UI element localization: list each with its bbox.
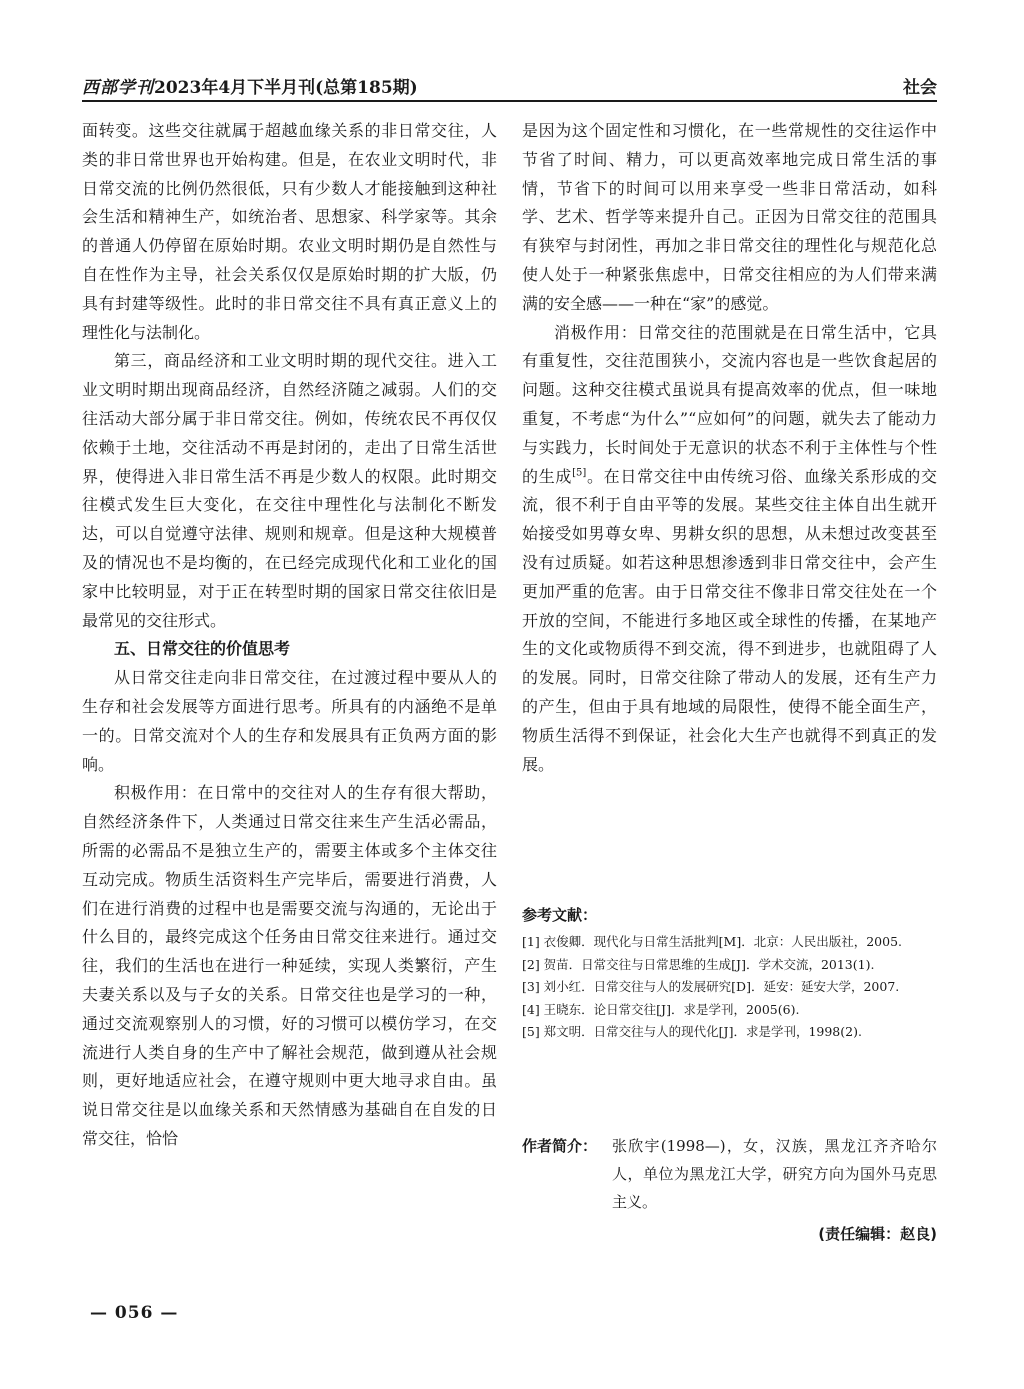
reference-item: [2] 贺苗．日常交往与日常思维的生成[J]．学术交流，2013(1). (522, 956, 875, 972)
left-column (82, 117, 497, 1154)
reference-item: [1] 衣俊卿．现代化与日常生活批判[M]．北京：人民出版社，2005. (522, 934, 903, 949)
citation-marker[interactable]: [5] (572, 467, 587, 479)
right-column (522, 117, 937, 779)
section-heading: 五、日常交往的价值思考 (114, 639, 291, 659)
paragraph-text: 消极作用：日常交往的范围就是在日常生活中，它具有重复性，交往范围狭小，交流内容也是一些饮食起居的问题。这种交往模式虽说具有提高效率的优点，但一味地重复，不考虑“为什么”“应如何”的问题，就失去了能动力与实践力，长时间处于无意识的状态不利于主体性与个性的生成 (522, 322, 937, 486)
paragraph: 是因为这个固定性和习惯化，在一些常规性的交往运作中节省了时间、精力，可以更高效率地完成日常生活的事情，节省下的时间可以用来享受一些非日常活动，如科学、艺术、哲学等来提升自己。正因为日常交往的范围具有狭窄与封闭性，再加之非日常交往的理性化与规范化总使人处于一种紧张焦虑中，日常交往相应的为人们带来满满的安全感——一种在“家”的感觉。 (522, 121, 937, 313)
author-bio (522, 1132, 937, 1216)
reference-item: [5] 郑文明．日常交往与人的现代化[J]．求是学刊，1998(2). (522, 1024, 862, 1039)
author-label: 作者简介： (522, 1137, 598, 1155)
journal-title (82, 73, 418, 98)
references-title: 参考文献： (522, 906, 598, 924)
paragraph: 从日常交往走向非日常交往，在过渡过程中要从人的生存和社会发展等方面进行思考。所具有的内涵绝不是单一的。日常交流对个人的生存和发展具有正负两方面的影响。 (82, 668, 497, 774)
reference-item: [3] 刘小红．日常交往与人的发展研究[D]．延安：延安大学，2007. (522, 979, 900, 994)
journal-logo: 西部学刊 (82, 78, 154, 98)
author-text: 张欣宇(1998—)，女，汉族，黑龙江齐齐哈尔人，单位为黑龙江大学，研究方向为国外马克思主义。 (612, 1137, 937, 1211)
paragraph-text: 。在日常交往中由传统习俗、血缘关系形成的交流，很不利于自由平等的发展。某些交往主体自出生就开始接受如男尊女卑、男耕女织的思想，从未想过改变甚至没有过质疑。如若这种思想渗透到非日常交往中，会产生更加严重的危害。由于日常交往不像非日常交往处在一个开放的空间，不能进行多地区或全球性的传播，在某地产生的文化或物质得不到交流，得不到进步，也就阻碍了人的发展。同时，日常交往除了带动人的发展，还有生产力的产生，但由于具有地域的局限性，使得不能全面生产，物质生活得不到保证，社会化大生产也就得不到真正的发展。 (522, 466, 937, 774)
paragraph: 第三，商品经济和工业文明时期的现代交往。进入工业文明时期出现商品经济，自然经济随之减弱。人们的交往活动大部分属于非日常交往。例如，传统农民不再仅仅依赖于土地，交往活动不再是封闭的，走出了日常生活世界，使得进入非日常生活不再是少数人的权限。此时期交往模式发生巨大变化，在交往中理性化与法制化不断发达，可以自觉遵守法律、规则和规章。但是这种大规模普及的情况也不是均衡的，在已经完成现代化和工业化的国家中比较明显，对于正在转型时期的国家日常交往依旧是最常见的交往形式。 (82, 351, 497, 630)
page-number: — 056 — (90, 1303, 179, 1323)
paragraph (522, 319, 937, 780)
paragraph: 积极作用：在日常中的交往对人的生存有很大帮助，自然经济条件下，人类通过日常交往来生产生活必需品，所需的必需品不是独立生产的，需要主体或多个主体交往互动完成。物质生活资料生产完毕后，需要进行消费，人们在进行消费的过程中也是需要交流与沟通的，无论出于什么目的，最终完成这个任务由日常交往来进行。通过交往，我们的生活也在进行一种延续，实现人类繁衍，产生夫妻关系以及与子女的关系。日常交往也是学习的一种，通过交流观察别人的习惯，好的习惯可以模仿学习，在交流进行人类自身的生产中了解社会规范，做到遵从社会规则，更好地适应社会，在遵守规则中更大地寻求自由。虽说日常交往是以血缘关系和天然情感为基础自在自发的日常交往，恰恰 (82, 783, 497, 1148)
editor-credit: (责任编辑：赵良) (818, 1225, 937, 1243)
issue-info: 2023年4月下半月刊(总第185期) (154, 78, 418, 98)
section-label: 社会 (903, 78, 937, 98)
page-header (82, 70, 937, 102)
reference-item: [4] 王晓东．论日常交往[J]．求是学刊，2005(6). (522, 1001, 800, 1017)
references-section (522, 904, 937, 1044)
paragraph: 面转变。这些交往就属于超越血缘关系的非日常交往，人类的非日常世界也开始构建。但是，在农业文明时代，非日常交流的比例仍然很低，只有少数人才能接触到这种社会生活和精神生产，如统治者、思想家、科学家等。其余的普通人仍停留在原始时期。农业文明时期仍是自然性与自在性作为主导，社会关系仅仅是原始时期的扩大版，仍具有封建等级性。此时的非日常交往不具有真正意义上的理性化与法制化。 (82, 121, 497, 342)
